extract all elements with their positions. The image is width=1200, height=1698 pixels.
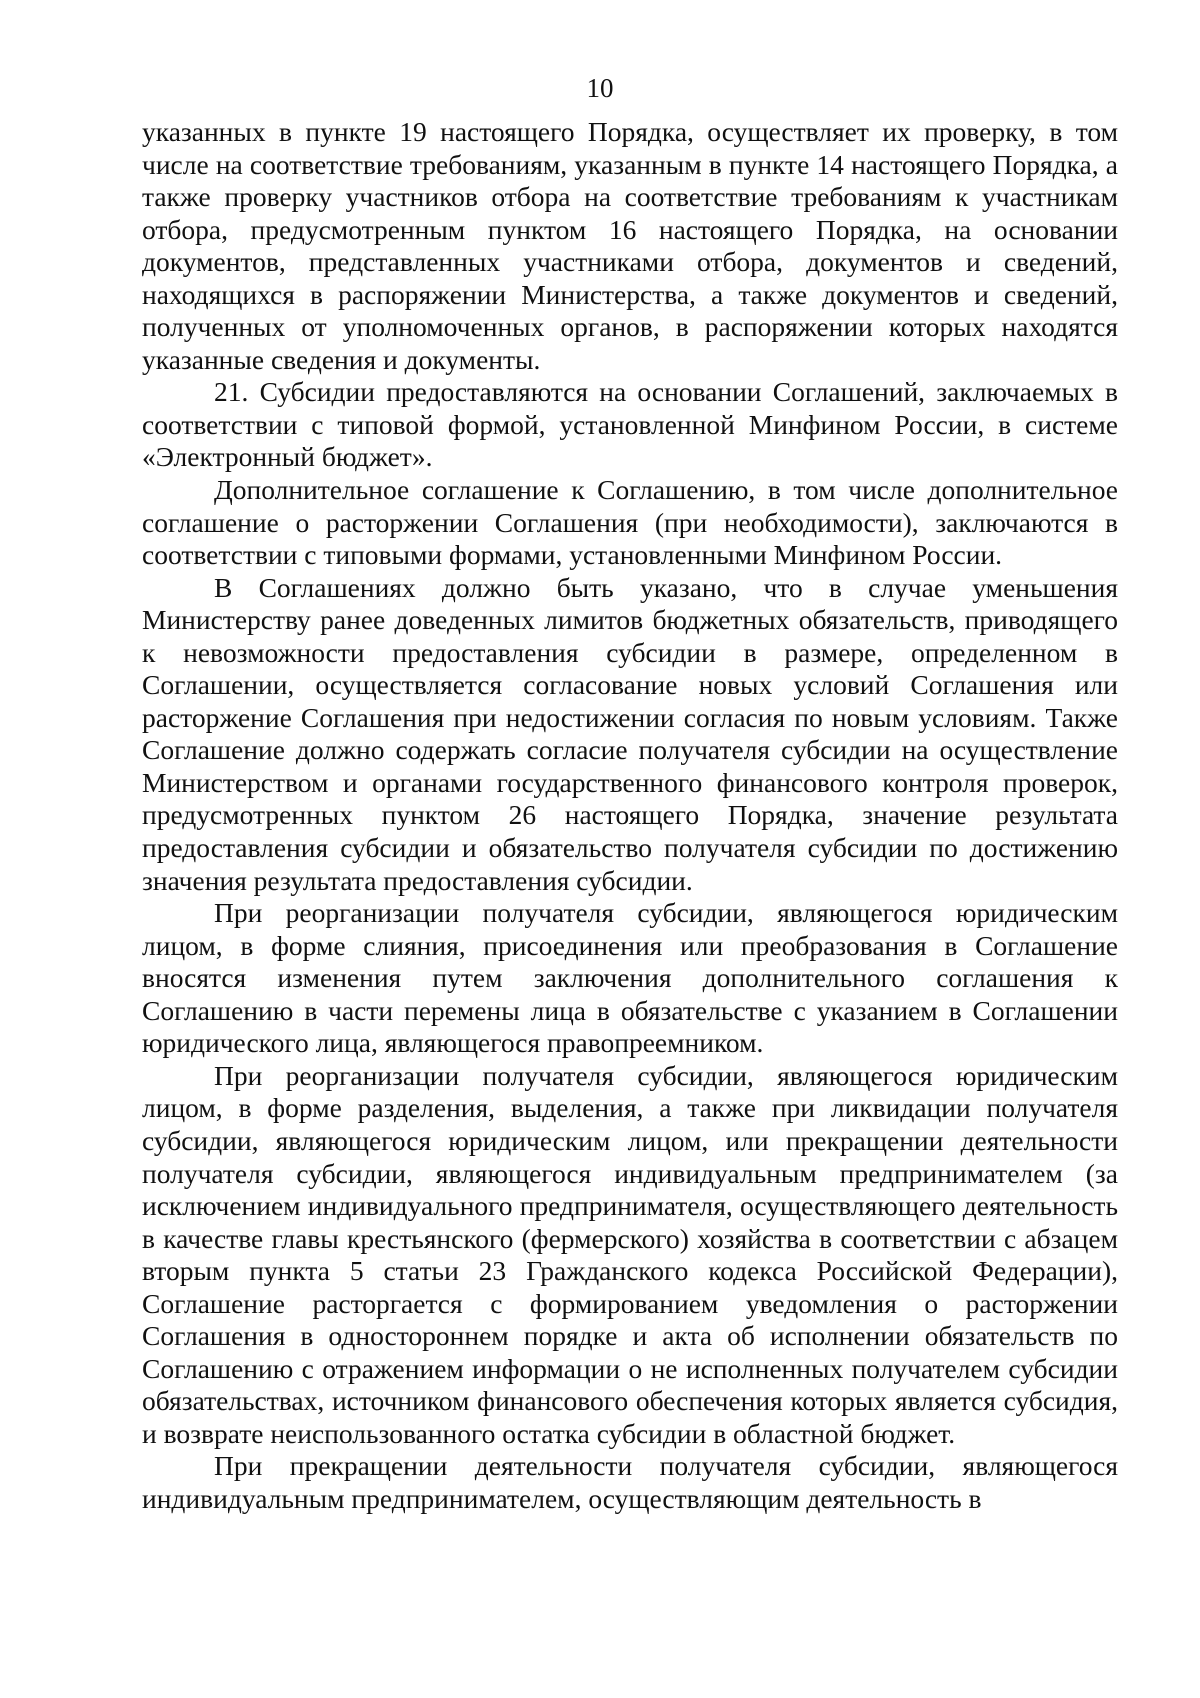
paragraph-continuation: указанных в пункте 19 настоящего Порядка, осуществляет их проверку, в том числе на соответствие требованиям, указанным в пункте 14 настоящего Порядка, а также проверку участников отбора на соответствие требованиям к участникам отбора, предусмотренным пунктом 16 настоящего Порядка, на основании документов, представленных участниками отбора, документов и сведений, находящихся в распоряжении Министерства, а также документов и сведений, полученных от уполномоченных органов, в распоряжении которых находятся указанные сведения и документы. [142, 116, 1118, 375]
document-body [142, 116, 1118, 1516]
paragraph-reorganization-division: При реорганизации получателя субсидии, являющегося юридическим лицом, в форме разделения, выделения, а также при ликвидации получателя субсидии, являющегося юридическим лицом, или прекращении деятельности получателя субсидии, являющегося индивидуальным предпринимателем (за исключением индивидуального предпринимателя, осуществляющего деятельность в качестве главы крестьянского (фермерского) хозяйства в соответствии с абзацем вторым пункта 5 статьи 23 Гражданского кодекса Российской Федерации), Соглашение расторгается с формированием уведомления о расторжении Соглашения в одностороннем порядке и акта об исполнении обязательств по Соглашению с отражением информации о не исполненных получателем субсидии обязательствах, источником финансового обеспечения которых является субсидия, и возврате неиспользованного остатка субсидии в областной бюджет. [142, 1059, 1118, 1449]
paragraph-additional-agreement: Дополнительное соглашение к Соглашению, в том числе дополнительное соглашение о расторжении Соглашения (при необходимости), заключаются в соответствии с типовыми формами, установленными Минфином России. [142, 474, 1118, 571]
paragraph-agreement-terms: В Соглашениях должно быть указано, что в случае уменьшения Министерству ранее доведенных лимитов бюджетных обязательств, приводящего к невозможности предоставления субсидии в размере, определенном в Соглашении, осуществляется согласование новых условий Соглашения или расторжение Соглашения при недостижении согласия по новым условиям. Также Соглашение должно содержать согласие получателя субсидии на осуществление Министерством и органами государственного финансового контроля проверок, предусмотренных пунктом 26 настоящего Порядка, значение результата предоставления субсидии и обязательство получателя субсидии по достижению значения результата предоставления субсидии. [142, 571, 1118, 896]
page-number: 10 [586, 73, 614, 103]
paragraph-termination: При прекращении деятельности получателя субсидии, являющегося индивидуальным предпринимателем, осуществляющим деятельность в [142, 1450, 1118, 1514]
paragraph-item-21: 21. Субсидии предоставляются на основании Соглашений, заключаемых в соответствии с типовой формой, установленной Минфином России, в системе «Электронный бюджет». [142, 376, 1118, 473]
paragraph-reorganization-merger: При реорганизации получателя субсидии, являющегося юридическим лицом, в форме слияния, присоединения или преобразования в Соглашение вносятся изменения путем заключения дополнительного соглашения к Соглашению в части перемены лица в обязательстве с указанием в Соглашении юридического лица, являющегося правопреемником. [142, 897, 1118, 1059]
